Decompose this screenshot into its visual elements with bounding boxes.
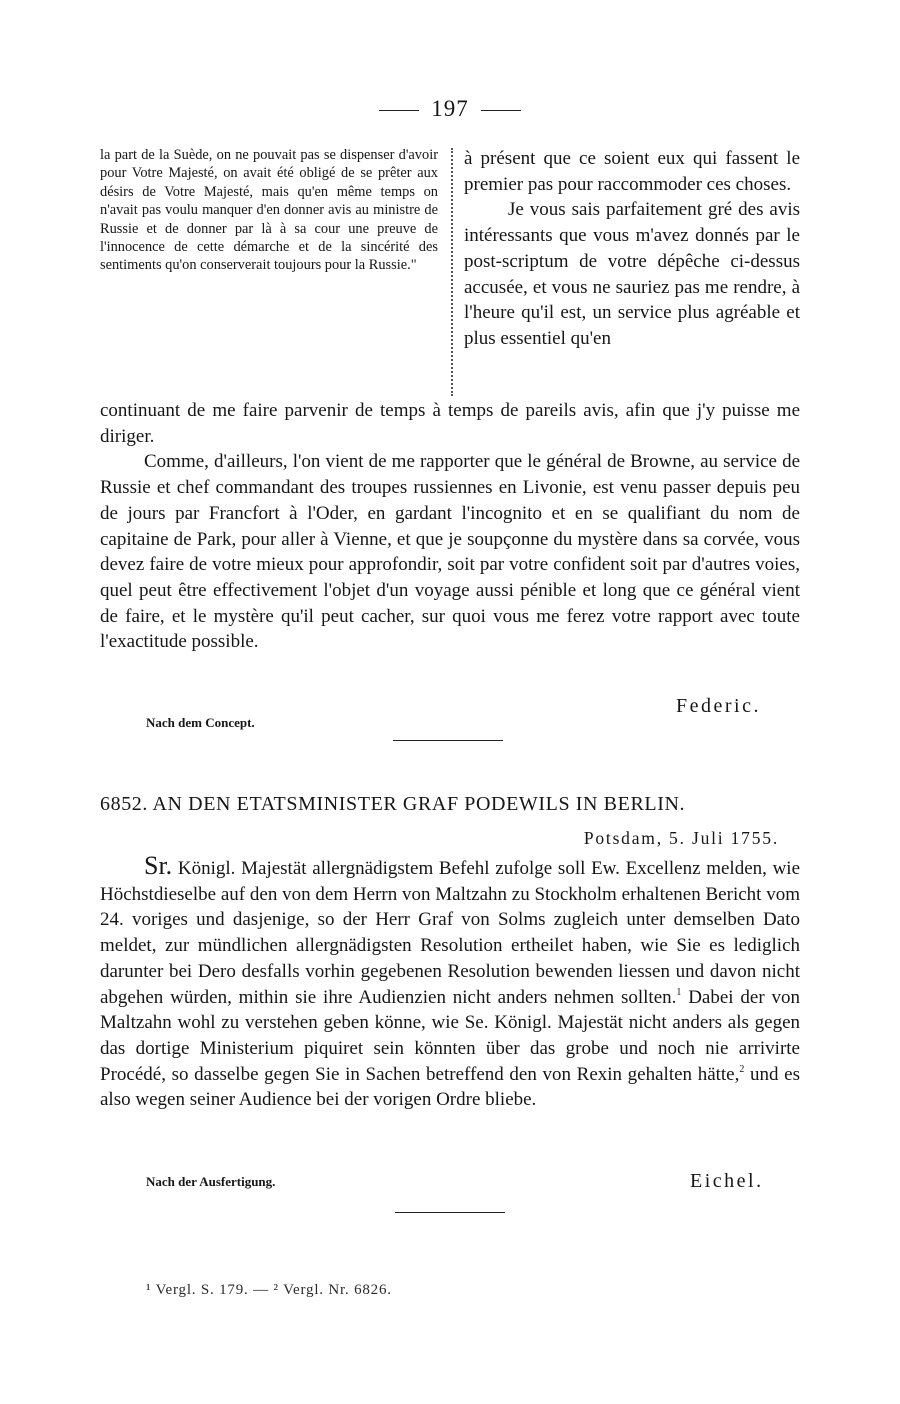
signature-eichel: Eichel. <box>690 1170 764 1192</box>
main-body <box>100 398 800 655</box>
page-number: 197 <box>431 96 469 121</box>
header-dash-right <box>481 110 521 111</box>
letter-paragraph <box>100 853 800 1113</box>
page-header <box>0 96 900 122</box>
document-heading: 6852. AN DEN ETATSMINISTER GRAF PODEWILS IN BERLIN. <box>100 793 686 815</box>
letter-text-1: Königl. Majestät allergnädigstem Befehl zufolge soll Ew. Excellenz melden, wie Höchstdieselbe auf den von dem Herrn von Maltzahn zu Stockholm erhaltenen Bericht vom 24. voriges und dasjenige, so der Herr Graf von Solms zugleich unter demselben Dato meldet, zur mündlichen allergnädigsten Resolution ertheilet haben, wie Sie es lediglich darunter bei Dero desfalls vorhin gegebenen Resolution bewenden liessen und davon nicht abgehen würden, mithin sie ihre Audienzien nicht anders nehmen sollten. <box>100 858 801 1008</box>
footnote-ref-2: 2 <box>739 1063 745 1075</box>
header-dash-left <box>379 110 419 111</box>
footnotes: ¹ Vergl. S. 179. — ² Vergl. Nr. 6826. <box>146 1282 392 1298</box>
quoted-report: la part de la Suède, on ne pouvait pas se dispenser d'avoir pour Votre Majesté, on avait été obligé de se prêter aux désirs de Votre Majesté, mais qu'en même temps on n'avait pas voulu manquer d'en donner avis au ministre de Russie et de donner par là à sa cour une preuve de l'innocence de cette démarche et de la sincérité des sentiments qu'on conserverait toujours pour la Russie." <box>100 147 438 274</box>
document-dateline: Potsdam, 5. Juli 1755. <box>583 828 779 848</box>
letter-initial: Sr. <box>144 851 173 880</box>
letter-body <box>100 853 800 1113</box>
paragraph-continuation: continuant de me faire parvenir de temps à temps de pareils avis, afin que j'y puisse me diriger. <box>100 400 800 447</box>
right-paragraph-1: à présent que ce soient eux qui fassent le premier pas pour raccommoder ces choses. <box>464 148 800 195</box>
signature-federic: Federic. <box>676 695 761 717</box>
paragraph-browne: Comme, d'ailleurs, l'on vient de me rapporter que le général de Browne, au service de Russie et chef commandant des troupes russiennes en Livonie, est venu passer depuis peu de jours par Francfort à l'Oder, en gardant l'incognito et en se qualifiant du nom de capitaine de Park, pour aller à Vienne, et que je soupçonne du mystère dans sa corvée, vous devez faire de votre mieux pour approfondir, soit par votre confident soit par d'autres voies, quel peut être effectivement l'objet d'un voyage aussi pénible et long que ce général vient de faire, et le mystère qu'il peut cacher, sur quoi vous me ferez votre rapport avec toute l'exactitude possible. <box>100 451 800 653</box>
section-rule-1 <box>393 740 503 741</box>
letter-text-2: Dabei der von Maltzahn wohl zu verstehen geben könne, wie Se. Königl. Majestät nicht anders als gegen das dortige Ministerium piquiret sein könnten über das grobe und noch nie arrivirte Procédé, so dasselbe gegen Sie in Sachen betreffend den von Rexin gehalten hätte, <box>100 986 800 1085</box>
source-note-2: Nach der Ausfertigung. <box>146 1174 276 1189</box>
section-rule-2 <box>395 1212 505 1213</box>
source-note-1: Nach dem Concept. <box>146 715 255 730</box>
two-column-section <box>100 146 800 398</box>
right-paragraph-2: Je vous sais parfaitement gré des avis intéressants que vous m'avez donnés par le post-scriptum de votre dépêche ci-dessus accusée, et vous ne sauriez pas me rendre, à l'heure qu'il est, un service plus agréable et plus essentiel qu'en <box>464 199 800 349</box>
footnote-ref-1: 1 <box>676 986 682 998</box>
letter-text-3: und es also wegen seiner Audience bei der vorigen Ordre bliebe. <box>100 1063 801 1111</box>
right-column <box>464 146 800 352</box>
column-divider <box>451 148 453 396</box>
